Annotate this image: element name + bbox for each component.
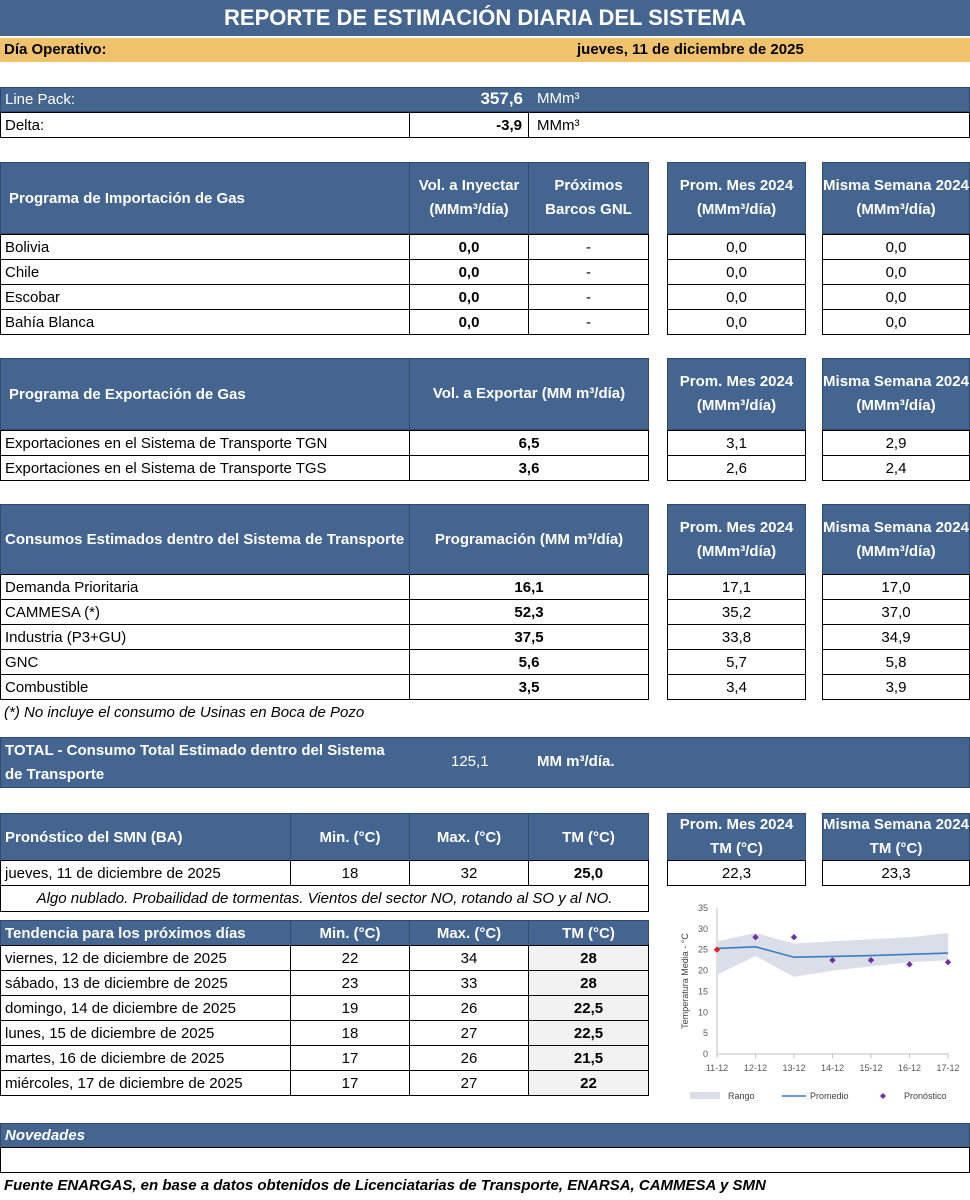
consumo-row-week: 37,0 bbox=[822, 599, 970, 625]
legend-range-label: Rango bbox=[728, 1091, 755, 1101]
smn-col-prom: Prom. Mes 2024 TM (°C) bbox=[667, 813, 806, 861]
trend-row-date: martes, 16 de diciembre de 2025 bbox=[0, 1045, 291, 1071]
legend-range-swatch bbox=[690, 1092, 720, 1099]
import-row-week: 0,0 bbox=[822, 259, 970, 285]
import-row-name: Chile bbox=[0, 259, 410, 285]
operative-day-bar bbox=[0, 38, 970, 62]
trend-row-tm: 28 bbox=[528, 945, 649, 971]
x-tick-label: 12-12 bbox=[743, 1063, 768, 1073]
import-row-ships: - bbox=[528, 284, 649, 310]
y-tick-label: 20 bbox=[697, 965, 708, 976]
trend-row-min: 17 bbox=[290, 1045, 410, 1071]
y-tick-label: 30 bbox=[697, 923, 708, 934]
consumo-row-week: 17,0 bbox=[822, 574, 970, 600]
smn-row-tm: 25,0 bbox=[528, 860, 649, 886]
export-row-name: Exportaciones en el Sistema de Transporte TGS bbox=[0, 455, 410, 481]
trend-row-max: 26 bbox=[409, 995, 529, 1021]
consumo-row-prom: 33,8 bbox=[667, 624, 806, 650]
total-value: 125,1 bbox=[451, 753, 489, 770]
delta-unit: MMm³ bbox=[528, 112, 970, 138]
export-row-prom: 2,6 bbox=[667, 455, 806, 481]
consumo-note: (*) No incluye el consumo de Usinas en Boca de Pozo bbox=[4, 704, 365, 721]
consumo-row-week: 3,9 bbox=[822, 674, 970, 700]
trend-row-max: 27 bbox=[409, 1070, 529, 1096]
import-row-name: Bolivia bbox=[0, 234, 410, 260]
legend-forecast-swatch bbox=[880, 1093, 886, 1099]
consumo-row-prom: 3,4 bbox=[667, 674, 806, 700]
trend-col-min: Min. (°C) bbox=[290, 920, 410, 946]
export-header: Programa de Exportación de Gas bbox=[0, 358, 410, 430]
consumo-row-prog: 3,5 bbox=[409, 674, 649, 700]
import-row-vol: 0,0 bbox=[409, 259, 529, 285]
trend-row-min: 17 bbox=[290, 1070, 410, 1096]
linepack-unit: MMm³ bbox=[537, 90, 580, 107]
trend-row-date: domingo, 14 de diciembre de 2025 bbox=[0, 995, 291, 1021]
consumo-row-prog: 5,6 bbox=[409, 649, 649, 675]
smn-row-date: jueves, 11 de diciembre de 2025 bbox=[0, 860, 291, 886]
import-row-week: 0,0 bbox=[822, 234, 970, 260]
consumo-row-name: CAMMESA (*) bbox=[0, 599, 410, 625]
smn-col-min: Min. (°C) bbox=[290, 813, 410, 861]
total-unit: MM m³/día. bbox=[537, 753, 615, 770]
consumo-row-prog: 52,3 bbox=[409, 599, 649, 625]
consumo-row-prog: 37,5 bbox=[409, 624, 649, 650]
import-row-ships: - bbox=[528, 259, 649, 285]
import-col-prom: Prom. Mes 2024 (MMm³/día) bbox=[667, 162, 806, 234]
trend-row-date: miércoles, 17 de diciembre de 2025 bbox=[0, 1070, 291, 1096]
trend-row-tm: 22,5 bbox=[528, 995, 649, 1021]
consumo-col-week: Misma Semana 2024 (MMm³/día) bbox=[822, 504, 970, 575]
export-row-vol: 3,6 bbox=[409, 455, 649, 481]
export-row-vol: 6,5 bbox=[409, 430, 649, 456]
consumo-col-prog: Programación (MM m³/día) bbox=[409, 504, 649, 575]
forecast-point bbox=[791, 934, 797, 940]
consumo-row-name: Industria (P3+GU) bbox=[0, 624, 410, 650]
smn-row-max: 32 bbox=[409, 860, 529, 886]
consumo-row-name: Combustible bbox=[0, 674, 410, 700]
smn-header: Pronóstico del SMN (BA) bbox=[0, 813, 291, 861]
trend-header: Tendencia para los próximos días bbox=[0, 920, 291, 946]
total-row bbox=[0, 737, 970, 788]
export-row-name: Exportaciones en el Sistema de Transporte TGN bbox=[0, 430, 410, 456]
legend-forecast-label: Pronóstico bbox=[904, 1091, 947, 1101]
linepack-value: 357,6 bbox=[480, 89, 523, 108]
consumo-row-prom: 5,7 bbox=[667, 649, 806, 675]
legend-average-label: Promedio bbox=[810, 1091, 849, 1101]
export-row-week: 2,4 bbox=[822, 455, 970, 481]
import-row-ships: - bbox=[528, 234, 649, 260]
import-row-ships: - bbox=[528, 309, 649, 335]
linepack-colon: : bbox=[70, 91, 76, 108]
trend-row-max: 27 bbox=[409, 1020, 529, 1046]
export-col-vol: Vol. a Exportar (MM m³/día) bbox=[409, 358, 649, 430]
consumo-row-week: 5,8 bbox=[822, 649, 970, 675]
x-tick-label: 16-12 bbox=[897, 1063, 922, 1073]
export-col-week: Misma Semana 2024 (MMm³/día) bbox=[822, 358, 970, 430]
y-tick-label: 25 bbox=[697, 944, 708, 955]
smn-prom-value: 22,3 bbox=[667, 860, 806, 886]
trend-row-date: sábado, 13 de diciembre de 2025 bbox=[0, 970, 291, 996]
import-row-prom: 0,0 bbox=[667, 259, 806, 285]
import-row-vol: 0,0 bbox=[409, 284, 529, 310]
y-axis-label: Temperatura Media - °C bbox=[680, 933, 690, 1029]
import-row-name: Bahía Blanca bbox=[0, 309, 410, 335]
y-tick-label: 35 bbox=[697, 903, 708, 913]
trend-row-tm: 22,5 bbox=[528, 1020, 649, 1046]
trend-row-min: 23 bbox=[290, 970, 410, 996]
smn-week-value: 23,3 bbox=[822, 860, 970, 886]
smn-description: Algo nublado. Probailidad de tormentas. Vientos del sector NO, rotando al SO y al NO. bbox=[0, 885, 649, 912]
trend-col-tm: TM (°C) bbox=[528, 920, 649, 946]
consumo-row-prom: 17,1 bbox=[667, 574, 806, 600]
total-label: TOTAL - Consumo Total Estimado dentro del Sistema de Transporte bbox=[5, 742, 385, 783]
import-row-week: 0,0 bbox=[822, 284, 970, 310]
trend-col-max: Max. (°C) bbox=[409, 920, 529, 946]
consumo-row-week: 34,9 bbox=[822, 624, 970, 650]
import-row-prom: 0,0 bbox=[667, 309, 806, 335]
consumo-row-name: GNC bbox=[0, 649, 410, 675]
y-tick-label: 5 bbox=[702, 1028, 708, 1039]
trend-row-tm: 28 bbox=[528, 970, 649, 996]
import-header: Programa de Importación de Gas bbox=[0, 162, 410, 234]
consumo-row-prom: 35,2 bbox=[667, 599, 806, 625]
novedades-text bbox=[0, 1147, 970, 1173]
delta-label: Delta: bbox=[0, 112, 410, 138]
y-tick-label: 0 bbox=[702, 1049, 708, 1059]
novedades-header: Novedades bbox=[0, 1123, 970, 1148]
y-tick-label: 15 bbox=[697, 986, 708, 997]
page-title: REPORTE DE ESTIMACIÓN DIARIA DEL SISTEMA bbox=[0, 0, 970, 36]
import-col-vol: Vol. a Inyectar (MMm³/día) bbox=[409, 162, 529, 234]
x-tick-label: 11-12 bbox=[705, 1063, 729, 1073]
smn-col-week: Misma Semana 2024 TM (°C) bbox=[822, 813, 970, 861]
export-row-prom: 3,1 bbox=[667, 430, 806, 456]
x-tick-label: 14-12 bbox=[820, 1063, 845, 1073]
smn-col-max: Max. (°C) bbox=[409, 813, 529, 861]
import-row-vol: 0,0 bbox=[409, 234, 529, 260]
trend-row-tm: 21,5 bbox=[528, 1045, 649, 1071]
smn-col-tm: TM (°C) bbox=[528, 813, 649, 861]
trend-row-max: 26 bbox=[409, 1045, 529, 1071]
x-tick-label: 13-12 bbox=[782, 1063, 806, 1073]
operative-day-value: jueves, 11 de diciembre de 2025 bbox=[577, 41, 804, 58]
import-row-week: 0,0 bbox=[822, 309, 970, 335]
y-tick-label: 10 bbox=[697, 1007, 708, 1018]
smn-row-min: 18 bbox=[290, 860, 410, 886]
footer-source: Fuente ENARGAS, en base a datos obtenidos de Licenciatarias de Transporte, ENARSA, CAMMESA y SMN bbox=[4, 1177, 766, 1194]
trend-row-tm: 22 bbox=[528, 1070, 649, 1096]
export-col-prom: Prom. Mes 2024 (MMm³/día) bbox=[667, 358, 806, 430]
linepack-label: Line Pack bbox=[5, 91, 71, 108]
consumo-col-prom: Prom. Mes 2024 (MMm³/día) bbox=[667, 504, 806, 575]
trend-row-min: 22 bbox=[290, 945, 410, 971]
import-row-prom: 0,0 bbox=[667, 234, 806, 260]
trend-row-min: 19 bbox=[290, 995, 410, 1021]
operative-day-label: Día Operativo: bbox=[4, 41, 107, 58]
trend-row-date: viernes, 12 de diciembre de 2025 bbox=[0, 945, 291, 971]
trend-row-max: 33 bbox=[409, 970, 529, 996]
import-row-prom: 0,0 bbox=[667, 284, 806, 310]
linepack-row bbox=[0, 87, 970, 112]
consumo-row-prog: 16,1 bbox=[409, 574, 649, 600]
import-col-ships: Próximos Barcos GNL bbox=[528, 162, 649, 234]
consumo-header: Consumos Estimados dentro del Sistema de Transporte bbox=[0, 504, 410, 575]
import-row-vol: 0,0 bbox=[409, 309, 529, 335]
trend-row-min: 18 bbox=[290, 1020, 410, 1046]
export-row-week: 2,9 bbox=[822, 430, 970, 456]
delta-value: -3,9 bbox=[409, 112, 529, 138]
x-tick-label: 17-12 bbox=[936, 1063, 960, 1073]
import-row-name: Escobar bbox=[0, 284, 410, 310]
temperature-chart bbox=[672, 896, 962, 1111]
x-tick-label: 15-12 bbox=[859, 1063, 883, 1073]
trend-row-max: 34 bbox=[409, 945, 529, 971]
consumo-row-name: Demanda Prioritaria bbox=[0, 574, 410, 600]
import-col-week: Misma Semana 2024 (MMm³/día) bbox=[822, 162, 970, 234]
trend-row-date: lunes, 15 de diciembre de 2025 bbox=[0, 1020, 291, 1046]
